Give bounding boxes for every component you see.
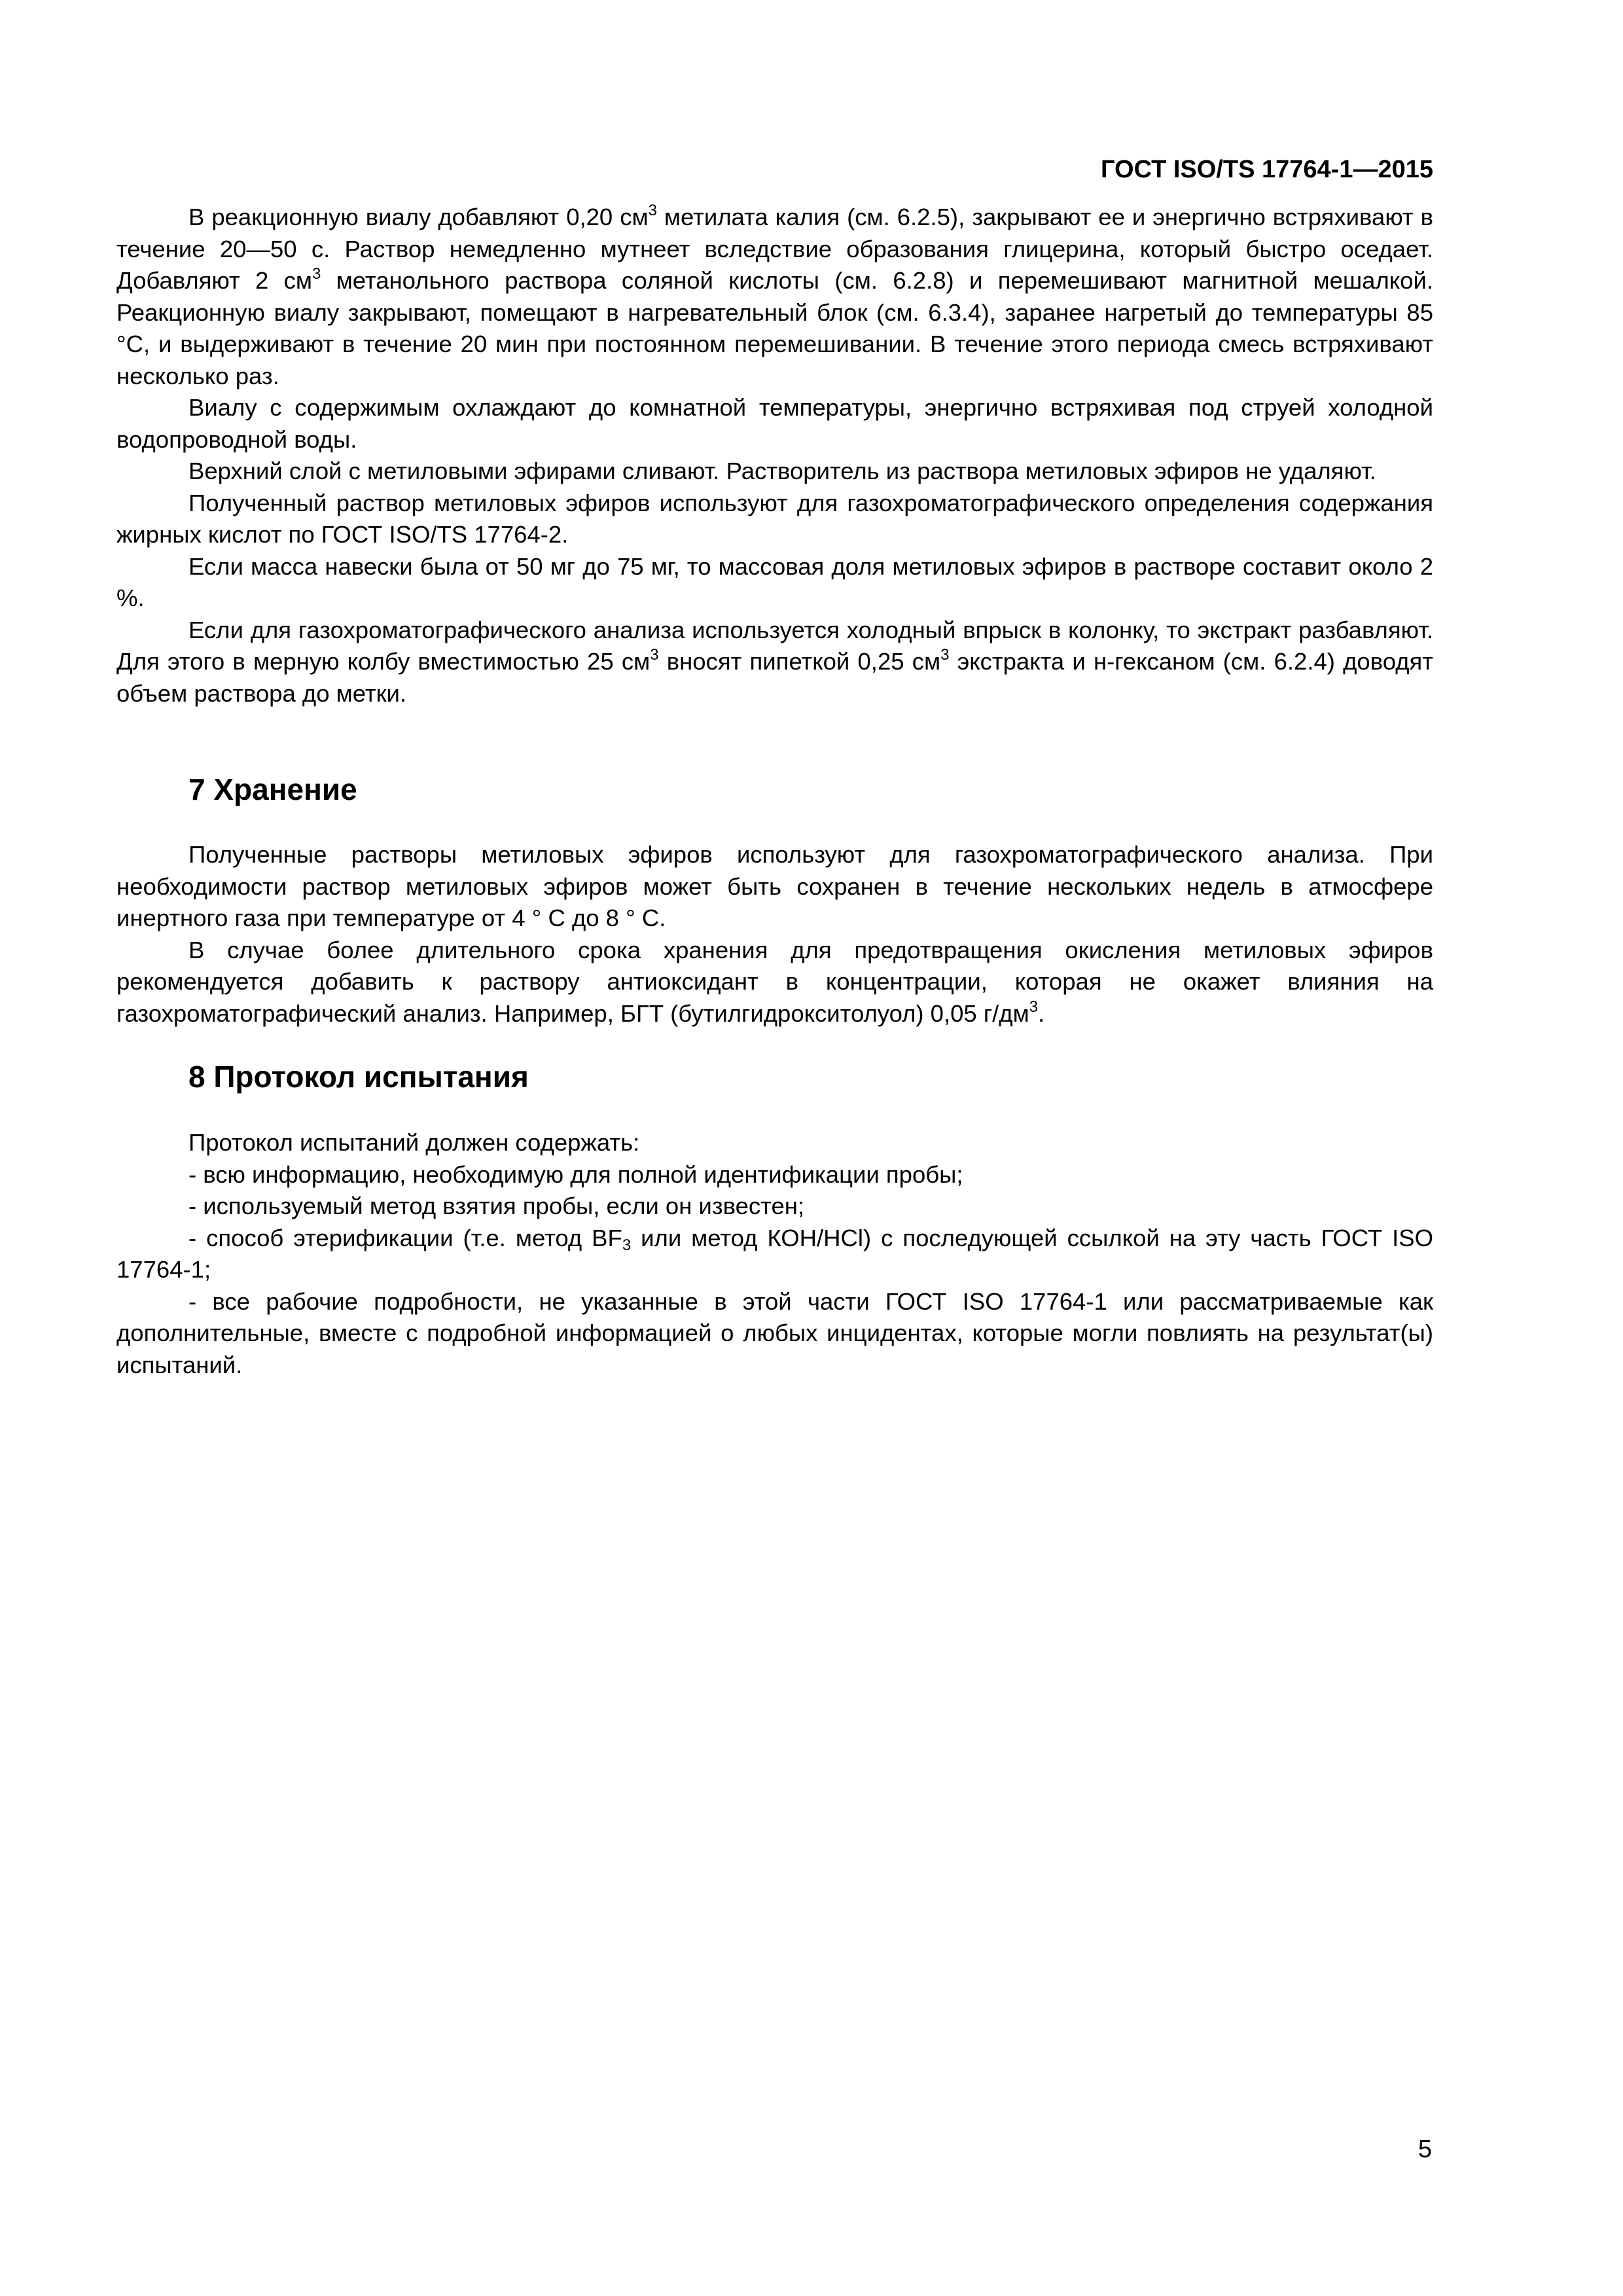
paragraph-cooling: Виалу с содержимым охлаждают до комнатной температуры, энергично встряхивая под струей холодной водопроводной воды. xyxy=(116,394,1433,453)
paragraph-mass-fraction: Если масса навески была от 50 мг до 75 мг, то массовая доля метиловых эфиров в растворе составит около 2 %. xyxy=(116,552,1433,611)
protocol-item-details: - все рабочие подробности, не указанные в этой части ГОСТ ISO 17764-1 или рассматриваемые как дополнительные, вместе с подробной информацией о любых инцидентах, которые могли повлиять на результат(ы) испытаний. xyxy=(116,1287,1433,1378)
document-header-code: ГОСТ ISO/TS 17764-1—2015 xyxy=(1101,156,1433,183)
paragraph-solution-use: Полученный раствор метиловых эфиров используют для газохроматографического определения содержания жирных кислот по ГОСТ ISO/TS 17764-2. xyxy=(116,489,1433,548)
paragraph-storage: Полученные растворы метиловых эфиров используют для газохроматографического анализа. При необходимости раствор метиловых эфиров может быть сохранен в течение нескольких недель в атмосфере инертного газа при температуре от 4 ° C до 8 ° C. xyxy=(116,841,1433,931)
section-6-continuation xyxy=(116,202,1433,709)
section-7-heading: 7 Хранение xyxy=(188,772,357,806)
protocol-item-sampling: - используемый метод взятия пробы, если он известен; xyxy=(188,1193,805,1219)
protocol-item-identification: - всю информацию, необходимую для полной идентификации пробы; xyxy=(188,1160,963,1188)
paragraph-antioxidant: В случае более длительного срока хранения для предотвращения окисления метиловых эфиров рекомендуется добавить к раствору антиоксидант в концентрации, которая не окажет влияния на газохроматографический анализ. Например, БГТ (бутилгидрокситолуол) 0,05 $г/дм^3$. xyxy=(116,936,1433,1027)
section-8-body xyxy=(116,1127,1433,1381)
protocol-item-esterification: - способ этерификации (т.е. метод $BF_3$ или метод КОН/HCl) с последующей ссылкой на эту часть ГОСТ ISO 17764-1; xyxy=(116,1224,1433,1283)
page-number: 5 xyxy=(1418,2136,1432,2163)
paragraph-upper-layer: Верхний слой с метиловыми эфирами сливают. Растворитель из раствора метиловых эфиров не удаляют. xyxy=(188,457,1376,484)
paragraph-dilution: Если для газохроматографического анализа используется холодный впрыск в колонку, то экстракт разбавляют. Для этого в мерную колбу вместимостью 25 $см^3$ вносят пипеткой 0,25 $см^3$ экстракта и н-гексаном (см. 6.2.4) доводят объем раствора до метки. xyxy=(116,616,1433,707)
section-8-heading: 8 Протокол испытания xyxy=(188,1060,529,1094)
protocol-intro: Протокол испытаний должен содержать: xyxy=(188,1129,640,1156)
paragraph-reaction: В реакционную виалу добавляют 0,20 $см^3$ метилата калия (см. 6.2.5), закрывают ее и энергично встряхивают в течение 20—50 с. Раствор немедленно мутнеет вследствие образования глицерина, который быстро оседает. Добавляют 2 $см^3$ метанольного раствора соляной кислоты (см. 6.2.8) и перемешивают магнитной мешалкой. Реакционную виалу закрывают, помещают в нагревательный блок (см. 6.3.4), заранее нагретый до температуры 85 °C, и выдерживают в течение 20 мин при постоянном перемешивании. В течение этого периода смесь встряхивают несколько раз. xyxy=(116,202,1433,389)
section-7-body xyxy=(116,839,1433,1030)
